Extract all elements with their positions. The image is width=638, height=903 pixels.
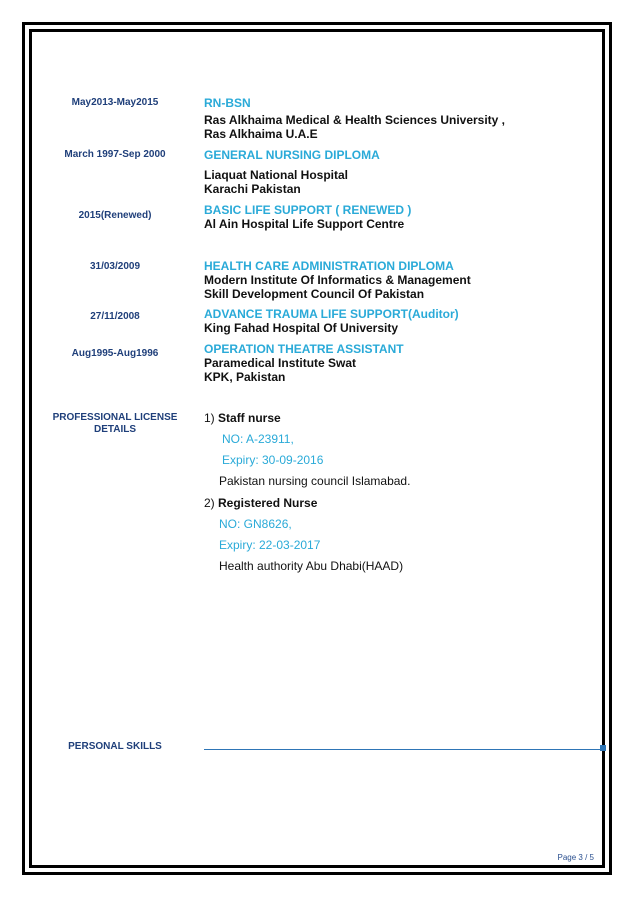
education-detail: Skill Development Council Of Pakistan [204, 287, 425, 301]
education-detail: Modern Institute Of Informatics & Management [204, 273, 471, 287]
education-title: OPERATION THEATRE ASSISTANT [204, 342, 404, 356]
education-date: March 1997-Sep 2000 [64, 149, 166, 160]
license-item-name: Registered Nurse [218, 496, 318, 510]
license-heading [50, 412, 180, 436]
education-detail: King Fahad Hospital Of University [204, 321, 399, 335]
license-council: Health authority Abu Dhabi(HAAD) [219, 559, 404, 573]
education-date: 27/11/2008 [90, 311, 140, 322]
education-detail: Ras Alkhaima Medical & Health Sciences University , [204, 113, 506, 127]
education-detail: KPK, Pakistan [204, 370, 286, 384]
license-item-title [204, 496, 317, 510]
page-number: Page 3 / 5 [557, 853, 594, 862]
education-title: GENERAL NURSING DIPLOMA [204, 148, 380, 162]
license-heading-line: DETAILS [93, 424, 137, 435]
license-expiry: Expiry: 22-03-2017 [219, 538, 321, 552]
skills-heading: PERSONAL SKILLS [68, 741, 162, 752]
education-detail: Liaquat National Hospital [204, 168, 349, 182]
license-expiry: Expiry: 30-09-2016 [222, 453, 324, 467]
education-date: May2013-May2015 [71, 97, 159, 108]
license-number: NO: GN8626, [219, 517, 292, 531]
education-date: 31/03/2009 [89, 261, 141, 272]
education-detail: Ras Alkhaima U.A.E [204, 127, 318, 141]
education-detail: Al Ain Hospital Life Support Centre [204, 217, 405, 231]
education-date: 2015(Renewed) [78, 210, 152, 221]
license-item-title [204, 411, 281, 425]
education-date: Aug1995-Aug1996 [71, 348, 159, 359]
license-item-number: 1) [204, 411, 215, 425]
education-title: BASIC LIFE SUPPORT ( RENEWED ) [204, 203, 412, 217]
education-title: RN-BSN [204, 96, 251, 110]
skills-divider-marker [600, 745, 606, 751]
license-council: Pakistan nursing council Islamabad. [219, 474, 411, 488]
education-title: HEALTH CARE ADMINISTRATION DIPLOMA [204, 259, 454, 273]
license-heading-line: PROFESSIONAL LICENSE [52, 412, 178, 423]
education-title: ADVANCE TRAUMA LIFE SUPPORT(Auditor) [204, 307, 459, 321]
education-detail: Paramedical Institute Swat [204, 356, 357, 370]
skills-divider [204, 749, 600, 750]
license-number: NO: A-23911, [222, 432, 294, 446]
license-item-name: Staff nurse [218, 411, 281, 425]
education-detail: Karachi Pakistan [204, 182, 301, 196]
license-item-number: 2) [204, 496, 215, 510]
